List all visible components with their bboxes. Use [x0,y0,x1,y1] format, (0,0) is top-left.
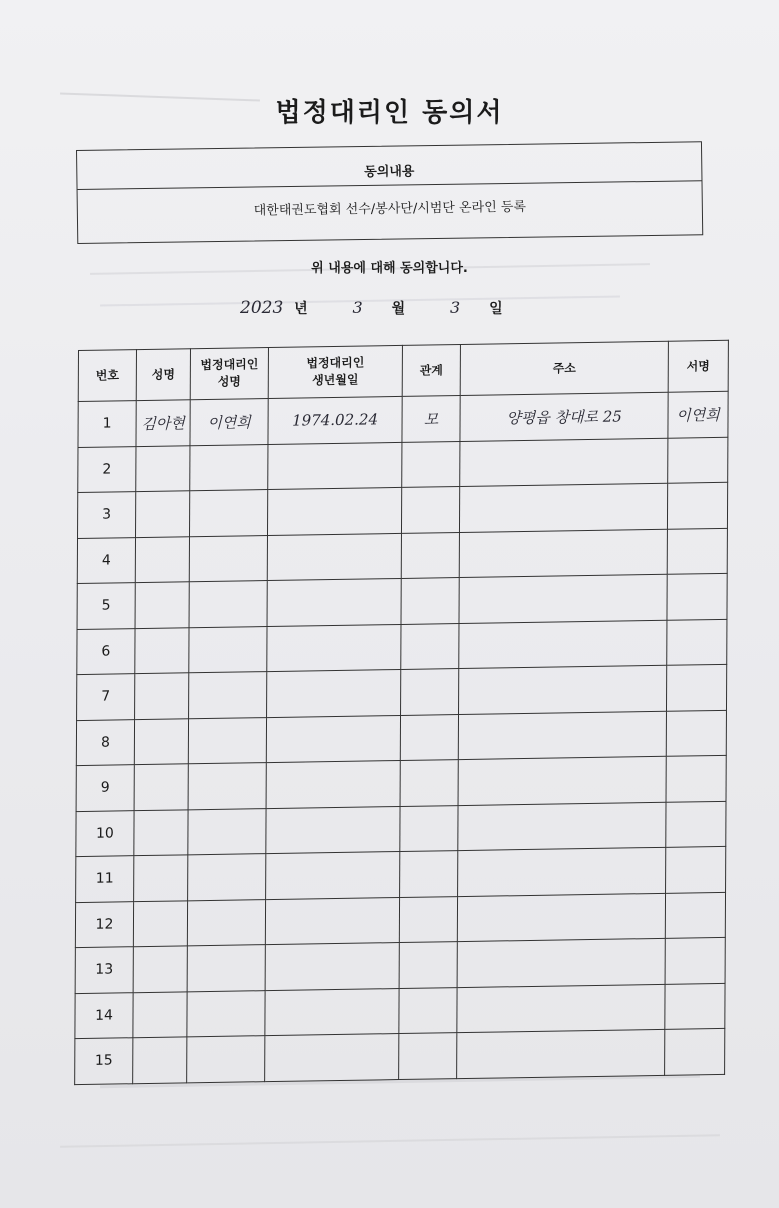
cell-relation [400,760,458,806]
cell-guardian-name-text: 이연희 [207,413,251,432]
cell-no [75,947,133,993]
consent-body: 대한태권도협회 선수/봉사단/시범단 온라인 등록 [253,199,527,219]
cell-address [458,711,666,760]
cell-guardian-name [187,990,265,1037]
cell-guardian-birth [266,760,400,808]
cell-guardian-name [187,945,265,992]
cell-name [135,582,189,628]
cell-no [76,810,134,856]
cell-no-text: 6 [101,643,111,660]
cell-relation [400,805,458,851]
cell-name [135,536,189,582]
header-guardian-birth-line1: 법정대리인 [306,355,365,371]
page-title: 법정대리인 동의서 [275,98,504,128]
cell-address [458,847,666,896]
header-guardian-birth [268,345,402,398]
cell-address [459,574,667,623]
cell-address [459,483,667,532]
cell-guardian-birth [268,396,402,444]
cell-name [136,491,190,537]
cell-no-text: 2 [102,461,112,478]
cell-relation-text: 모 [423,410,439,429]
cell-name [133,991,187,1037]
cell-relation [400,851,458,897]
cell-guardian-name [190,444,268,491]
cell-signature [666,664,726,710]
cell-guardian-birth [267,624,401,672]
cell-guardian-name [187,1036,265,1083]
cell-guardian-birth [265,988,399,1036]
cell-signature [668,391,728,437]
consent-box [76,141,703,244]
cell-guardian-birth [266,852,400,900]
header-guardian-name-line2: 성명 [217,374,241,389]
cell-relation [399,1033,457,1079]
cell-no [77,628,135,674]
cell-guardian-name [188,808,266,855]
cell-no [77,583,135,629]
cell-address [459,665,667,714]
cell-no-text: 14 [95,1007,113,1024]
cell-signature [666,801,726,847]
cell-no [78,401,136,447]
cell-no-text: 10 [96,825,114,842]
cell-name [134,855,188,901]
cell-address [459,529,667,578]
cell-address [457,984,665,1033]
cell-guardian-birth [267,487,401,535]
guardian-table [74,340,729,1085]
table-body [75,391,728,1084]
cell-guardian-name [188,763,266,810]
cell-no-text: 1 [102,415,112,432]
cell-guardian-name [189,581,267,628]
cell-no-text: 11 [95,870,114,888]
cell-relation [402,396,460,442]
cell-name-text: 김아현 [141,414,185,433]
cell-relation [401,669,459,715]
cell-name [134,764,188,810]
cell-guardian-birth-text: 1974.02.24 [292,410,379,430]
consent-header: 동의내용 [77,156,701,190]
cell-relation [401,532,459,578]
date-day-label: 일 [489,301,503,317]
cell-guardian-name [189,535,267,582]
cell-guardian-birth [267,578,401,626]
cell-name [134,809,188,855]
cell-no [76,856,134,902]
cell-no [77,537,135,583]
date-row [240,298,503,318]
header-signature: 서명 [668,340,728,392]
cell-name [133,946,187,992]
cell-no [76,719,134,765]
cell-guardian-birth [267,669,401,717]
cell-signature [667,573,727,619]
date-year-label: 년 [294,301,308,317]
cell-signature-text: 이연희 [676,405,720,425]
agree-statement: 위 내용에 대해 동의합니다. [311,261,468,276]
header-relation: 관계 [402,344,460,396]
cell-relation [400,714,458,760]
header-guardian-name [190,348,268,400]
cell-guardian-name [189,626,267,673]
cell-relation [401,623,459,669]
cell-no [76,765,134,811]
header-guardian-birth-line2: 생년월일 [312,372,359,388]
cell-guardian-name [187,899,265,946]
cell-address [458,802,666,851]
cell-address [457,893,665,942]
cell-name [136,400,190,446]
cell-relation [399,987,457,1033]
cell-no-text: 8 [100,734,110,751]
cell-no [75,1038,133,1084]
cell-signature [665,983,725,1029]
cell-no-text: 15 [94,1052,113,1070]
cell-no-text: 13 [95,961,114,979]
cell-signature [665,1028,725,1074]
cell-relation [402,441,460,487]
cell-guardian-birth [265,1034,399,1082]
cell-guardian-name [188,717,266,764]
cell-address-text: 양평읍 창대로 25 [506,407,622,428]
cell-relation [401,578,459,624]
cell-name [135,673,189,719]
header-name: 성명 [136,349,190,401]
cell-guardian-birth [266,715,400,763]
cell-guardian-name [188,854,266,901]
cell-no [78,446,136,492]
header-guardian-name-line1: 법정대리인 [200,357,259,373]
cell-no [78,492,136,538]
cell-guardian-birth [265,897,399,945]
cell-no-text: 5 [101,597,111,614]
cell-signature [666,755,726,801]
date-month-label: 월 [391,301,406,317]
cell-signature [667,528,727,574]
cell-address [460,392,668,441]
table-row [75,1028,725,1084]
cell-guardian-name [190,399,268,446]
cell-signature [665,937,725,983]
cell-no [75,901,133,947]
cell-name [135,627,189,673]
cell-guardian-birth [267,533,401,581]
cell-no-text: 9 [100,779,110,796]
cell-name [134,718,188,764]
header-no: 번호 [78,350,136,402]
cell-address [457,938,665,987]
cell-no [77,674,135,720]
cell-guardian-birth [266,806,400,854]
cell-guardian-birth [265,943,399,991]
date-day-value: 3 [450,298,461,317]
cell-address [460,438,668,487]
cell-no [75,992,133,1038]
cell-no-text: 12 [95,916,114,933]
cell-signature [667,619,727,665]
cell-signature [666,710,726,756]
cell-no-text: 7 [101,688,111,705]
cell-name [136,445,190,491]
date-month-value: 3 [352,298,363,317]
cell-guardian-name [190,490,268,537]
cell-address [458,756,666,805]
header-address: 주소 [460,341,668,395]
cell-no-text: 4 [101,552,111,569]
cell-signature [668,437,728,483]
cell-signature [667,482,727,528]
cell-relation [399,942,457,988]
date-year-value: 2023 [240,298,284,318]
cell-name [133,1037,187,1083]
bleed-through-mark [60,1134,720,1148]
cell-guardian-name [189,672,267,719]
cell-signature [665,892,725,938]
cell-address [457,1029,665,1078]
cell-name [133,900,187,946]
guardian-table-wrap [74,340,728,1085]
cell-no-text: 3 [102,506,112,523]
cell-guardian-birth [268,442,402,490]
cell-signature [666,846,726,892]
cell-relation [401,487,459,533]
cell-relation [399,896,457,942]
cell-address [459,620,667,669]
